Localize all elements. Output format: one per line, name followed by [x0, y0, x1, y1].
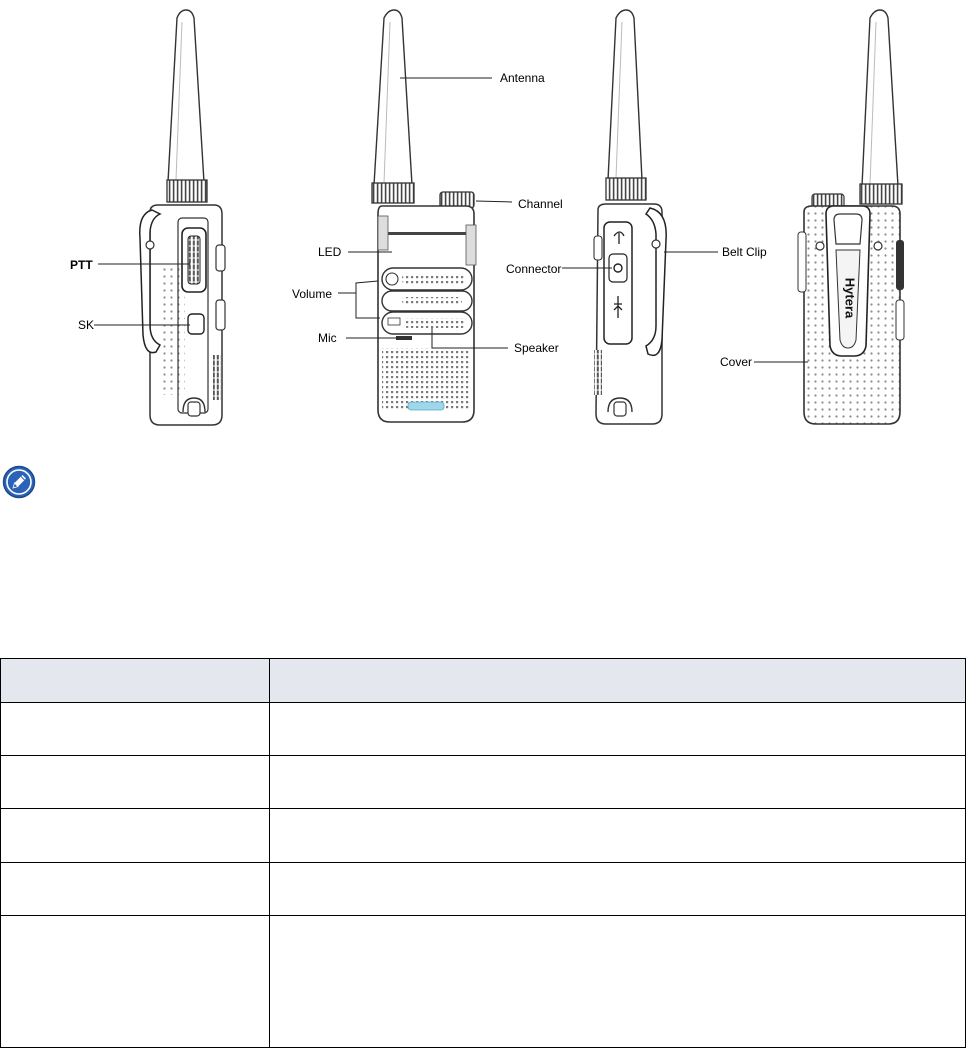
label-belt-clip: Belt Clip — [722, 245, 767, 259]
table-row — [1, 915, 966, 1047]
radio-front-view — [372, 10, 476, 422]
label-antenna: Antenna — [500, 71, 545, 85]
label-speaker: Speaker — [514, 341, 559, 355]
table-row — [1, 756, 966, 809]
table-cell — [270, 756, 966, 809]
note-pencil-icon — [2, 465, 36, 499]
table-header-cell — [1, 659, 270, 703]
table-header-cell — [270, 659, 966, 703]
table-cell — [1, 862, 270, 915]
label-led: LED — [318, 245, 342, 259]
radio-side-view-left — [140, 10, 225, 425]
table-cell — [1, 756, 270, 809]
brand-logo: Hytera — [842, 277, 858, 319]
table-cell — [1, 703, 270, 756]
label-cover: Cover — [720, 355, 753, 369]
radio-diagram — [0, 0, 966, 440]
label-sk: SK — [78, 318, 95, 332]
table-cell — [1, 809, 270, 862]
table-cell — [270, 915, 966, 1047]
table-row — [1, 703, 966, 756]
table-cell — [270, 703, 966, 756]
table-cell — [270, 862, 966, 915]
radio-back-view — [798, 10, 904, 424]
table-header-row — [1, 659, 966, 703]
label-channel: Channel — [518, 197, 563, 211]
table-cell — [270, 809, 966, 862]
label-mic: Mic — [318, 331, 337, 345]
label-volume: Volume — [292, 287, 333, 301]
table-row — [1, 862, 966, 915]
spec-table — [0, 658, 966, 1048]
label-ptt: PTT — [70, 258, 93, 272]
radio-side-view-right — [594, 10, 666, 424]
label-connector: Connector — [506, 262, 562, 276]
table-row — [1, 809, 966, 862]
table-cell — [1, 915, 270, 1047]
